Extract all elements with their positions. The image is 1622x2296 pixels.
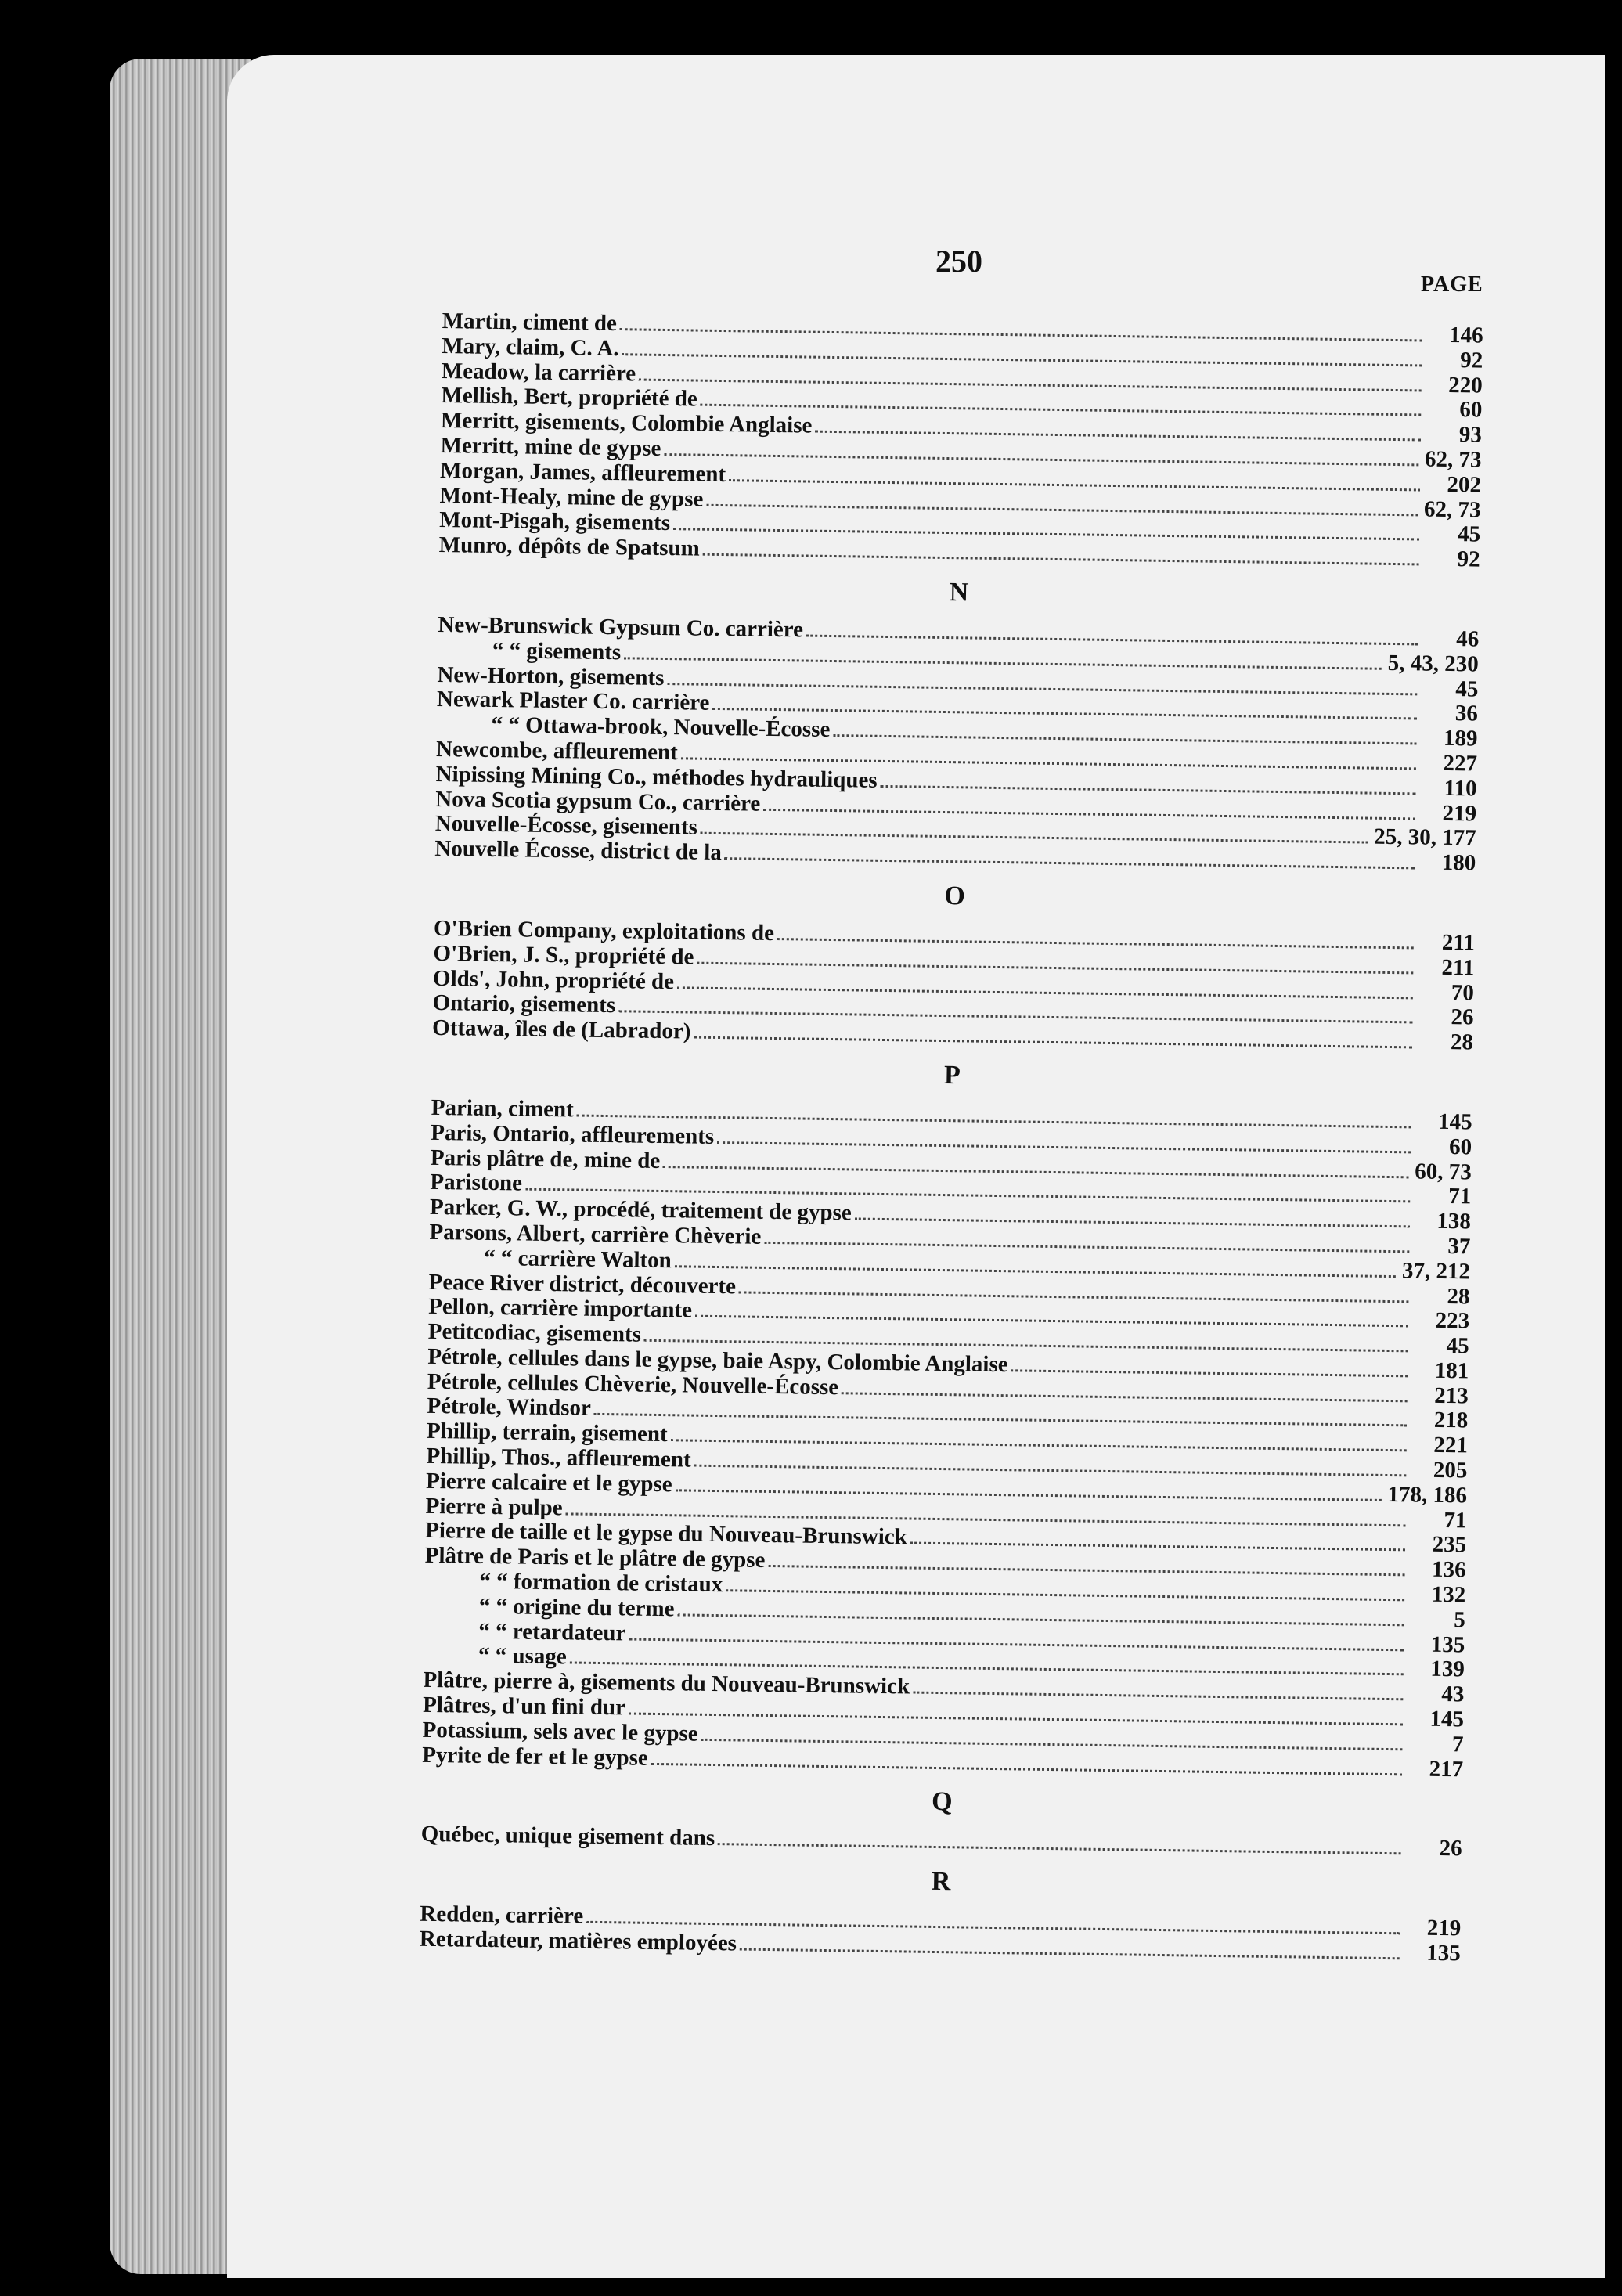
entry-label: New-Brunswick Gypsum Co. carrière: [438, 611, 804, 643]
entry-label: Phillip, Thos., affleurement: [426, 1443, 691, 1472]
entry-label: Pétrole, cellules Chèverie, Nouvelle-Écosse: [427, 1368, 839, 1400]
entry-page-reference: 70: [1451, 979, 1475, 1006]
entry-page-reference: 25, 30, 177: [1373, 824, 1476, 851]
entry-label: Meadow, la carrière: [441, 358, 636, 387]
entry-label: Nova Scotia gypsum Co., carrière: [435, 786, 761, 816]
entry-page-reference: 205: [1433, 1457, 1468, 1483]
entry-page-reference: 37, 212: [1401, 1257, 1471, 1285]
section-letter: P: [943, 1060, 961, 1090]
entry-label: Mellish, Bert, propriété de: [441, 383, 697, 412]
entry-page-reference: 60: [1459, 397, 1483, 423]
entry-page-reference: 46: [1456, 626, 1480, 652]
entry-page-reference: 71: [1448, 1184, 1472, 1209]
entry-label: Mont-Pisgah, gisements: [439, 507, 671, 536]
entry-page-reference: 146: [1448, 322, 1483, 348]
entry-label: Paris plâtre de, mine de: [430, 1144, 661, 1173]
entry-label: Retardateur, matières employées: [419, 1926, 737, 1956]
section-letter: O: [944, 881, 966, 911]
entry-label: “ “ retardateur: [478, 1618, 626, 1646]
entry-page-reference: 211: [1441, 929, 1476, 956]
entry-label: “ “ origine du terme: [478, 1593, 675, 1622]
entry-label: Newcombe, affleurement: [435, 736, 679, 766]
entry-label: Québec, unique gisement dans: [420, 1822, 715, 1851]
entry-label: Petitcodiac, gisements: [427, 1318, 642, 1347]
entry-label: Mary, claim, C. A.: [442, 333, 619, 361]
entry-label: Pétrole, cellules dans le gypse, baie Aspy, Colombie Anglaise: [427, 1343, 1008, 1378]
entry-page-reference: 219: [1442, 800, 1477, 827]
entry-label: “ “ Ottawa-brook, Nouvelle-Écosse: [491, 712, 831, 743]
entry-page-reference: 213: [1434, 1382, 1469, 1409]
entry-label: O'Brien, J. S., propriété de: [433, 940, 694, 970]
entry-page-reference: 62, 73: [1423, 496, 1481, 523]
entry-label: Potassium, sels avec le gypse: [422, 1717, 698, 1746]
entry-label: Parsons, Albert, carrière Chèverie: [429, 1219, 762, 1249]
entry-page-reference: 145: [1429, 1706, 1465, 1732]
section-letter: Q: [931, 1787, 953, 1817]
entry-label: “ “ usage: [478, 1643, 567, 1670]
entry-page-reference: 110: [1444, 775, 1477, 802]
entry-label: Phillip, terrain, gisement: [426, 1418, 668, 1447]
entry-label: Pierre calcaire et le gypse: [425, 1468, 672, 1498]
entry-label: Munro, dépôts de Spatsum: [438, 532, 701, 561]
dot-leader: [913, 1692, 1403, 1701]
entry-label: Pyrite de fer et le gypse: [421, 1742, 648, 1771]
entry-label: Morgan, James, affleurement: [439, 457, 726, 487]
entry-label: Ottawa, îles de (Labrador): [431, 1015, 691, 1044]
entry-label: “ “ gisements: [492, 637, 622, 665]
entry-label: Peace River district, découverte: [428, 1269, 737, 1299]
entry-label: “ “ formation de cristaux: [479, 1568, 723, 1598]
entry-page-reference: 45: [1455, 676, 1479, 702]
entry-label: Pierre de taille et le gypse du Nouveau-Brunswick: [424, 1518, 908, 1550]
dot-leader: [1011, 1369, 1408, 1377]
entry-label: Plâtres, d'un fini dur: [422, 1692, 626, 1721]
section-letter: R: [931, 1867, 951, 1897]
entry-page-reference: 217: [1429, 1756, 1464, 1782]
entry-label: Parker, G. W., procédé, traitement de gypse: [429, 1194, 852, 1226]
entry-page-reference: 211: [1441, 954, 1475, 981]
entry-page-reference: 180: [1441, 850, 1476, 876]
entry-label: Pellon, carrière importante: [427, 1294, 693, 1323]
index-list: [420, 309, 1483, 1966]
entry-page-reference: 71: [1444, 1507, 1467, 1534]
entry-label: “ “ carrière Walton: [483, 1245, 672, 1273]
dot-leader: [740, 1948, 1400, 1960]
entry-label: Martin, ciment de: [442, 308, 618, 337]
entry-page-reference: 26: [1451, 1004, 1474, 1030]
entry-page-reference: 5: [1454, 1607, 1465, 1633]
entry-page-reference: 92: [1457, 546, 1480, 572]
page-number: 250: [935, 243, 982, 279]
entry-page-reference: 60, 73: [1415, 1158, 1472, 1184]
entry-page-reference: 139: [1430, 1656, 1465, 1682]
entry-label: Merritt, gisements, Colombie Anglaise: [440, 408, 813, 438]
entry-page-reference: 45: [1457, 521, 1481, 547]
entry-page-reference: 135: [1430, 1631, 1465, 1658]
entry-label: Nipissing Mining Co., méthodes hydrauliques: [435, 761, 878, 793]
dot-leader: [842, 1392, 1408, 1402]
entry-label: New-Horton, gisements: [437, 661, 665, 690]
entry-page-reference: 189: [1443, 726, 1478, 752]
entry-page-reference: 227: [1443, 750, 1478, 777]
entry-page-reference: 135: [1426, 1940, 1462, 1966]
entry-label: Redden, carrière: [420, 1901, 584, 1929]
entry-page-reference: 181: [1434, 1357, 1469, 1384]
entry-page-reference: 28: [1450, 1029, 1474, 1055]
entry-page-reference: 145: [1437, 1108, 1472, 1135]
entry-label: Nouvelle Écosse, district de la: [434, 836, 723, 866]
entry-page-reference: 218: [1433, 1408, 1469, 1433]
entry-page-reference: 43: [1441, 1681, 1465, 1707]
entry-page-reference: 7: [1451, 1732, 1464, 1757]
page-column-header: PAGE: [1421, 272, 1483, 297]
dot-leader: [855, 1218, 1410, 1228]
entry-page-reference: 26: [1439, 1836, 1462, 1862]
entry-page-reference: 28: [1447, 1283, 1470, 1309]
entry-label: Pétrole, Windsor: [427, 1393, 592, 1422]
entry-page-reference: 92: [1459, 347, 1483, 373]
entry-page-reference: 235: [1432, 1532, 1467, 1558]
entry-page-reference: 202: [1447, 471, 1482, 498]
entry-page-reference: 37: [1447, 1233, 1471, 1260]
entry-page-reference: 62, 73: [1424, 446, 1482, 473]
entry-label: Pierre à pulpe: [425, 1493, 563, 1520]
entry-label: O'Brien Company, exploitations de: [433, 915, 775, 946]
entry-label: Plâtre, pierre à, gisements du Nouveau-Brunswick: [423, 1667, 910, 1699]
entry-page-reference: 132: [1431, 1581, 1466, 1608]
entry-page-reference: 221: [1433, 1433, 1469, 1458]
entry-label: Plâtre de Paris et le plâtre de gypse: [424, 1543, 766, 1573]
entry-label: Olds', John, propriété de: [432, 965, 675, 994]
entry-page-reference: 5, 43, 230: [1387, 650, 1480, 677]
entry-page-reference: 36: [1454, 701, 1479, 726]
entry-page-reference: 93: [1458, 422, 1483, 448]
entry-page-reference: 60: [1448, 1134, 1472, 1160]
entry-label: Newark Plaster Co. carrière: [436, 687, 710, 716]
entry-page-reference: 178, 186: [1387, 1481, 1468, 1508]
entry-page-reference: 45: [1446, 1333, 1469, 1359]
entry-label: Ontario, gisements: [432, 990, 616, 1018]
entry-label: Nouvelle-Écosse, gisements: [434, 811, 698, 840]
entry-page-reference: 220: [1448, 372, 1483, 398]
entry-page-reference: 219: [1426, 1915, 1462, 1941]
entry-label: Paris, Ontario, affleurements: [431, 1119, 715, 1149]
entry-page-reference: 136: [1431, 1557, 1466, 1583]
entry-label: Parian, ciment: [431, 1094, 574, 1123]
entry-page-reference: 138: [1436, 1208, 1472, 1235]
dot-leader: [910, 1542, 1405, 1552]
entry-label: Merritt, mine de gypse: [440, 432, 661, 461]
entry-label: Mont-Healy, mine de gypse: [439, 482, 704, 512]
entry-page-reference: 223: [1435, 1308, 1470, 1334]
entry-label: Paristone: [430, 1170, 523, 1196]
section-letter: N: [949, 578, 969, 607]
dot-leader: [881, 785, 1416, 795]
